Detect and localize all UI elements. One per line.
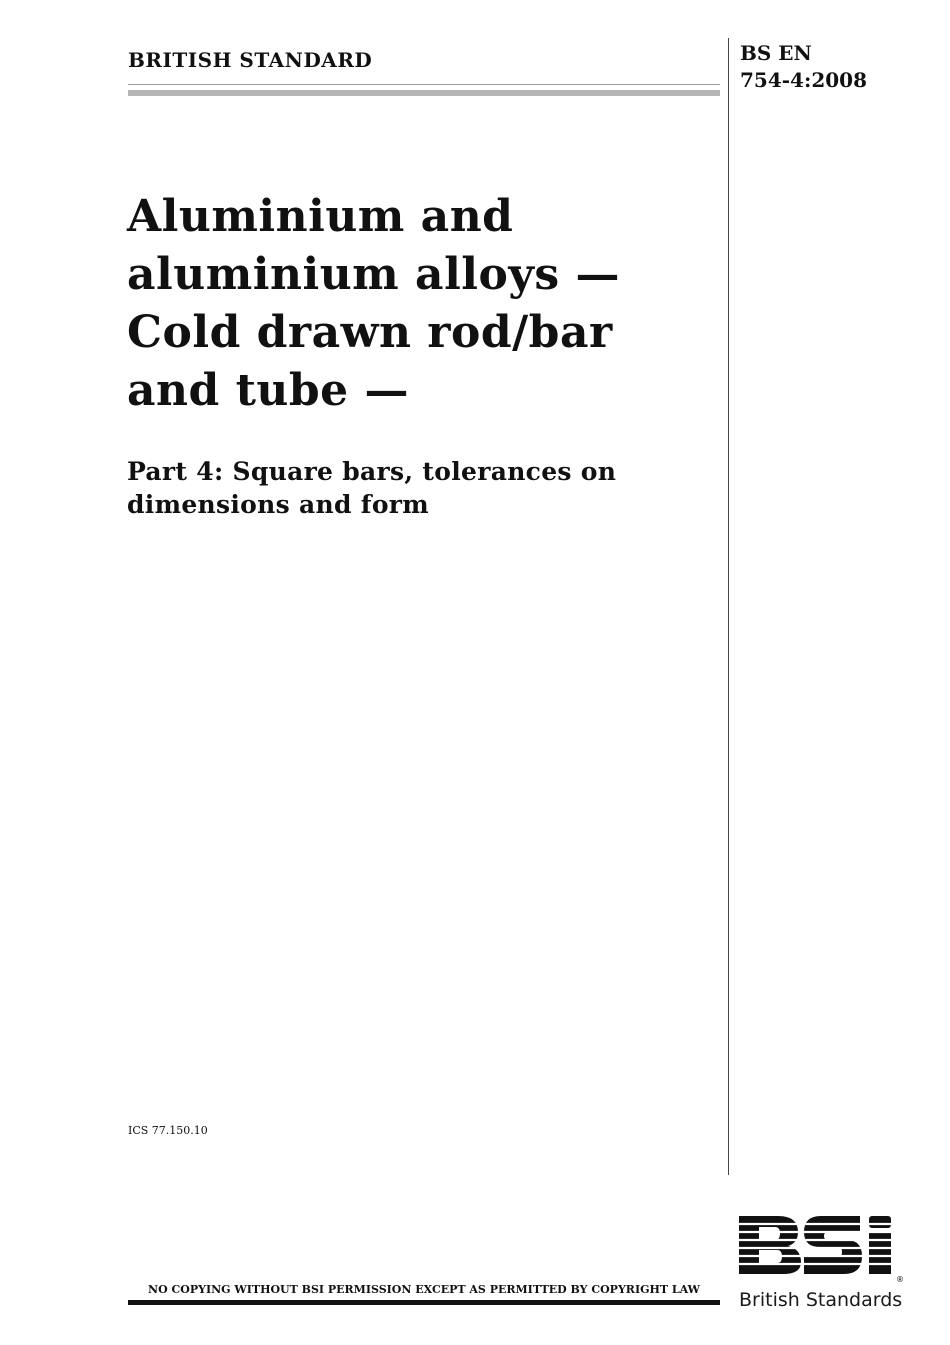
title-line: and tube —	[127, 365, 409, 416]
document-title	[127, 188, 717, 420]
ics-code: ICS 77.150.10	[128, 1124, 208, 1137]
title-line: Cold drawn rod/bar	[127, 307, 613, 358]
bsi-caption: British Standards	[739, 1289, 903, 1311]
registered-mark: ®	[896, 1275, 904, 1284]
footer-rule	[128, 1300, 720, 1305]
title-line: Aluminium and	[127, 191, 514, 242]
header-rule-thin	[128, 84, 720, 85]
series-label: BRITISH STANDARD	[128, 48, 373, 72]
copyright-notice: NO COPYING WITHOUT BSI PERMISSION EXCEPT AS PERMITTED BY COPYRIGHT LAW	[148, 1283, 700, 1296]
subtitle-line: dimensions and form	[127, 490, 430, 519]
standard-number-line-1: BS EN	[740, 41, 812, 65]
subtitle-line: Part 4: Square bars, tolerances on	[127, 457, 617, 486]
standard-number	[740, 40, 867, 94]
vertical-rule	[728, 38, 729, 1175]
document-subtitle	[127, 455, 717, 521]
standard-number-line-2: 754-4:2008	[740, 68, 868, 92]
title-line: aluminium alloys —	[127, 249, 620, 300]
header-rule-thick	[128, 90, 720, 96]
